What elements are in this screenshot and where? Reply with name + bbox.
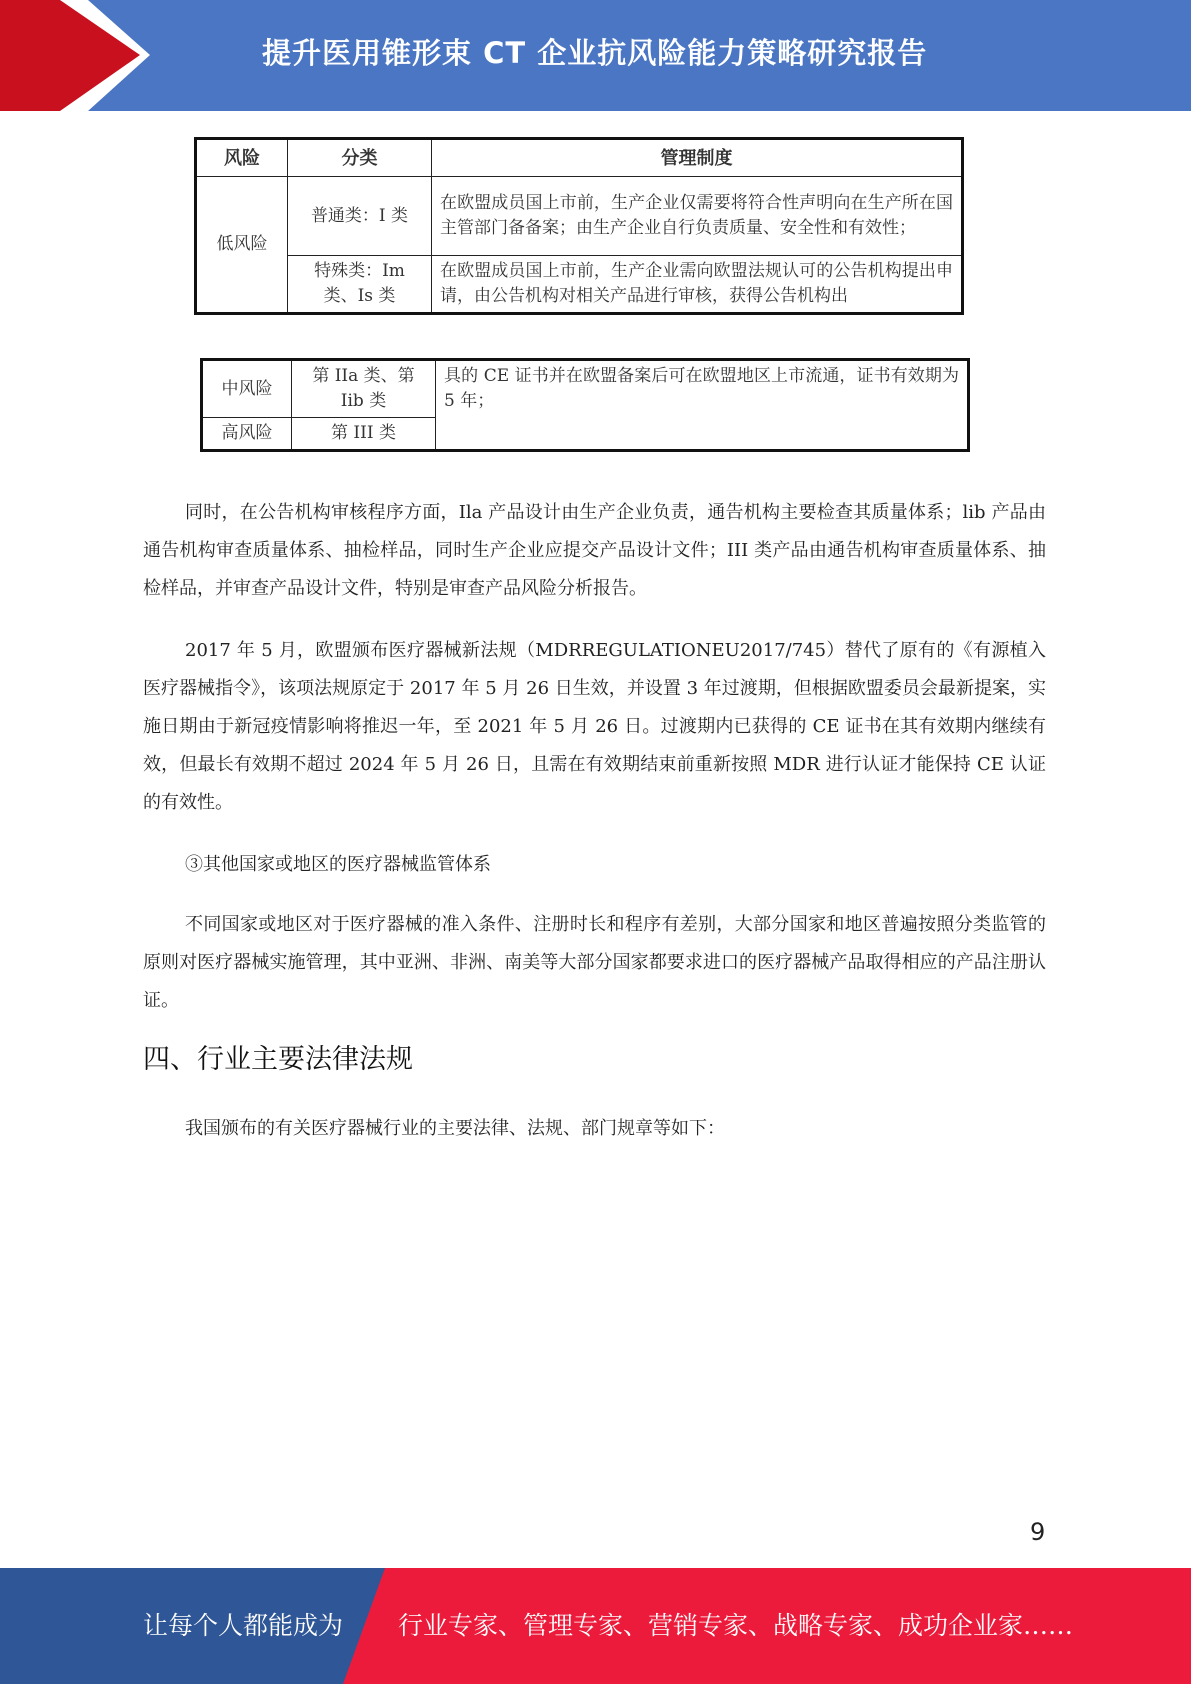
risk-table-part1 xyxy=(194,137,964,315)
table-row xyxy=(196,177,963,256)
class-cell: 特殊类：Im 类、Is 类 xyxy=(288,256,432,314)
paragraph-subtitle: ③其他国家或地区的医疗器械监管体系 xyxy=(185,854,491,875)
class-cell: 第 III 类 xyxy=(292,418,436,451)
mid-risk-cell: 中风险 xyxy=(202,360,292,418)
table-header-row xyxy=(196,139,963,177)
report-title: 提升医用锥形束 CT 企业抗风险能力策略研究报告 xyxy=(262,36,928,70)
paragraph-mdr: 2017 年 5 月，欧盟颁布医疗器械新法规（MDRREGULATIONEU2017/745）替代了原有的《有源植入医疗器械指令》，该项法规原定于 2017 年 5 月 26 日生效，并设置 3 年过渡期，但根据欧盟委员会最新提案，实施日期由于新冠疫情影响将推迟一年，至 2021 年 5 月 26 日。过渡期内已获得的 CE 证书在其有效期内继续有效，但最长有效期不超过 2024 年 5 月 26 日，且需在有效期结束前重新按照 MDR 进行认证才能保持 CE 认证的有效性。 xyxy=(143,640,1046,813)
low-risk-cell: 低风险 xyxy=(196,177,288,314)
table-row xyxy=(202,360,969,418)
paragraph-regulations-intro: 我国颁布的有关医疗器械行业的主要法律、法规、部门规章等如下： xyxy=(185,1118,725,1139)
page-header xyxy=(0,0,1191,111)
class-cell: 第 IIa 类、第 Iib 类 xyxy=(292,360,436,418)
page-footer xyxy=(0,1568,1191,1684)
management-cell: 具的 CE 证书并在欧盟备案后可在欧盟地区上市流通，证书有效期为 5 年； xyxy=(436,360,969,451)
high-risk-cell: 高风险 xyxy=(202,418,292,451)
footer-slogan-left: 让每个人都能成为 xyxy=(143,1611,344,1640)
class-cell: 普通类：I 类 xyxy=(288,177,432,256)
risk-table-part2 xyxy=(200,358,970,452)
page-number: 9 xyxy=(1030,1518,1046,1546)
section-heading: 四、行业主要法律法规 xyxy=(143,1044,413,1075)
table-row xyxy=(196,256,963,314)
management-cell: 在欧盟成员国上市前，生产企业仅需要将符合性声明向在生产所在国主管部门备备案；由生产企业自行负责质量、安全性和有效性； xyxy=(432,177,963,256)
header-category: 分类 xyxy=(288,139,432,177)
footer-slogan-right: 行业专家、管理专家、营销专家、战略专家、成功企业家…… xyxy=(398,1611,1074,1640)
management-cell: 在欧盟成员国上市前，生产企业需向欧盟法规认可的公告机构提出申请，由公告机构对相关产品进行审核，获得公告机构出 xyxy=(432,256,963,314)
header-risk: 风险 xyxy=(196,139,288,177)
paragraph-notified-body: 同时，在公告机构审核程序方面，Ila 产品设计由生产企业负责，通告机构主要检查其质量体系；lib 产品由通告机构审查质量体系、抽检样品，同时生产企业应提交产品设计文件；III 类产品由通告机构审查质量体系、抽检样品，并审查产品设计文件，特别是审查产品风险分析报告。 xyxy=(143,502,1046,599)
paragraph-other-countries: 不同国家或地区对于医疗器械的准入条件、注册时长和程序有差别，大部分国家和地区普遍按照分类监管的原则对医疗器械实施管理，其中亚洲、非洲、南美等大部分国家都要求进口的医疗器械产品取得相应的产品注册认证。 xyxy=(143,914,1046,1011)
header-management: 管理制度 xyxy=(432,139,963,177)
